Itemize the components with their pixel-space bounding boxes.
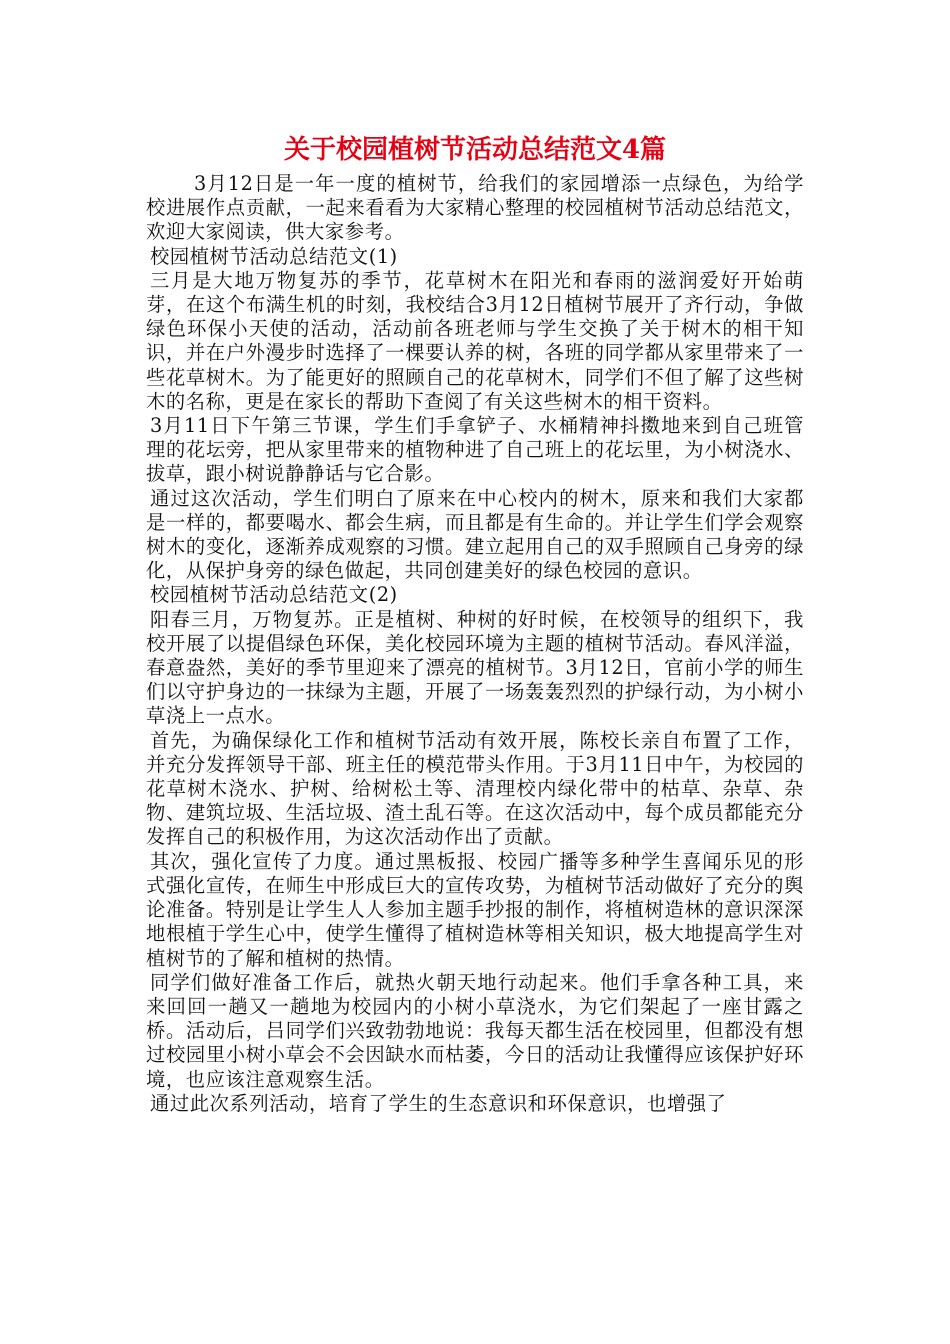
intro-paragraph: 3月12日是一年一度的植树节，给我们的家园增添一点绿色，为给学校进展作点贡献，一起来看看为大家精心整理的校园植树节活动总结范文，欢迎大家阅读，供大家参考。 bbox=[146, 172, 804, 244]
body-paragraph: 3月11日下午第三节课，学生们手拿铲子、水桶精神抖擞地来到自己班管理的花坛旁，把从家里带来的植物种进了自己班上的花坛里，为小树浇水、拔草，跟小树说静静话与它合影。 bbox=[146, 414, 804, 486]
section-heading-1: 校园植树节活动总结范文(1) bbox=[150, 244, 398, 268]
body-paragraph: 其次，强化宣传了力度。通过黑板报、校园广播等多种学生喜闻乐见的形式强化宣传，在师生中形成巨大的宣传攻势，为植树节活动做好了充分的舆论准备。特别是让学生人人参加主题手抄报的制作，将植树造林的意识深深地根植于学生心中，使学生懂得了植树造林等相关知识，极大地提高学生对植树节的了解和植树的热情。 bbox=[146, 849, 804, 970]
document-title: 关于校园植树节活动总结范文4篇 bbox=[283, 135, 667, 165]
body-paragraph: 阳春三月，万物复苏。正是植树、种树的好时候，在校领导的组织下，我校开展了以提倡绿色环保，美化校园环境为主题的植树节活动。春风洋溢，春意盎然，美好的季节里迎来了漂亮的植树节。3月12日，官前小学的师生们以守护身边的一抹绿为主题，开展了一场轰轰烈烈的护绿行动，为小树小草浇上一点水。 bbox=[146, 607, 804, 728]
body-paragraph: 三月是大地万物复苏的季节，花草树木在阳光和春雨的滋润爱好开始萌芽，在这个布满生机的时刻，我校结合3月12日植树节展开了齐行动，争做绿色环保小天使的活动，活动前各班老师与学生交换了关于树木的相干知识，并在户外漫步时选择了一棵要认养的树，各班的同学都从家里带来了一些花草树木。为了能更好的照顾自己的花草树木，同学们不但了解了这些树木的名称，更是在家长的帮助下查阅了有关这些树木的相干资料。 bbox=[146, 268, 804, 413]
section-heading-2: 校园植树节活动总结范文(2) bbox=[150, 583, 398, 607]
body-paragraph: 通过这次活动，学生们明白了原来在中心校内的树木，原来和我们大家都是一样的，都要喝水、都会生病，而且都是有生命的。并让学生们学会观察树木的变化，逐渐养成观察的习惯。建立起用自己的双手照顾自己身旁的绿化，从保护身旁的绿色做起，共同创建美好的绿色校园的意识。 bbox=[146, 486, 804, 583]
document-body bbox=[146, 172, 804, 1116]
body-paragraph: 通过此次系列活动，培育了学生的生态意识和环保意识，也增强了 bbox=[150, 1091, 727, 1115]
body-paragraph: 同学们做好准备工作后，就热火朝天地行动起来。他们手拿各种工具，来来回回一趟又一趟地为校园内的小树小草浇水，为它们架起了一座甘露之桥。活动后，吕同学们兴致勃勃地说：我每天都生活在校园里，但都没有想过校园里小树小草会不会因缺水而枯萎，今日的活动让我懂得应该保护好环境，也应该注意观察生活。 bbox=[146, 970, 804, 1091]
body-paragraph: 首先，为确保绿化工作和植树节活动有效开展，陈校长亲自布置了工作，并充分发挥领导干部、班主任的模范带头作用。于3月11日中午，为校园的花草树木浇水、护树、给树松土等、清理校内绿化带中的枯草、杂草、杂物、建筑垃圾、生活垃圾、渣土乱石等。在这次活动中，每个成员都能充分发挥自己的积极作用，为这次活动作出了贡献。 bbox=[146, 728, 804, 849]
